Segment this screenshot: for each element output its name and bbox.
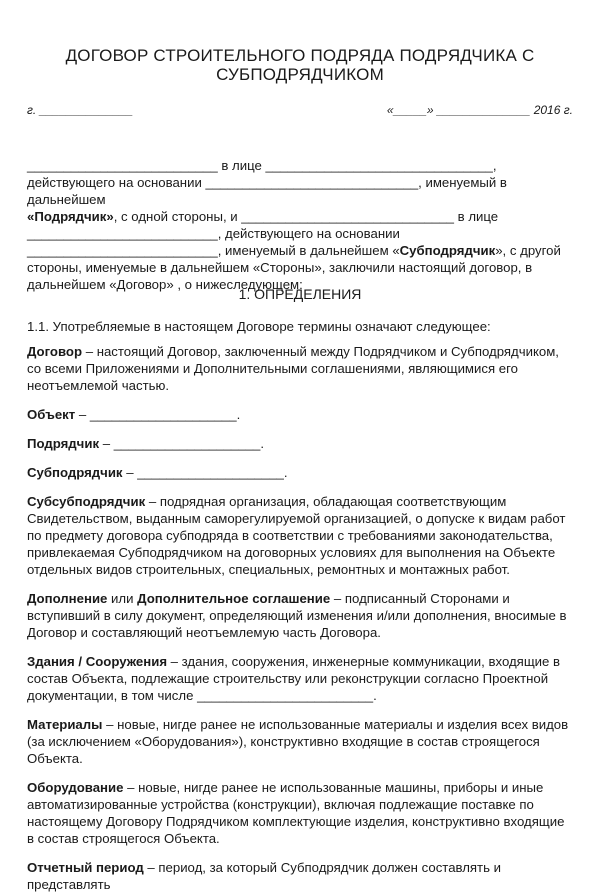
definition-term: Субсубподрядчик bbox=[27, 494, 146, 509]
city-field: г. ______________ bbox=[27, 103, 134, 117]
definition-text: – подрядная организация, обладающая соответствующим Свидетельством, выданным саморегулируемой организацией, о допуске к видам работ по предмету договора субподряда в соответствии с требованиями законодательства, привлекаемая Субподрядчиком на договорных условиях для выполнения на Объекте отдельных видов строительных, специальных, ремонтных и монтажных работ. bbox=[27, 494, 566, 577]
definition-term: Дополнение bbox=[27, 591, 108, 606]
definition-term: Отчетный период bbox=[27, 860, 144, 875]
definition-item bbox=[27, 464, 573, 481]
preamble bbox=[27, 157, 573, 293]
definition-item bbox=[27, 435, 573, 452]
definition-term: Материалы bbox=[27, 717, 103, 732]
party-subcontractor: Субподрядчик bbox=[399, 243, 496, 258]
definition-text: – ____________________. bbox=[122, 465, 288, 480]
definition-item bbox=[27, 859, 573, 893]
definition-item: Дополнение или Дополнительное соглашение – подписанный Сторонами и вступивший в силу документ, определяющий изменения и/или дополнения, вносимые в Договор и составляющий неотъемлемую часть Договора. bbox=[27, 591, 567, 640]
preamble-line: действующего на основании _____________________________, именуемый в дальнейшем bbox=[27, 175, 507, 207]
definition-text: – ____________________. bbox=[99, 436, 265, 451]
definition-term: Объект bbox=[27, 407, 76, 422]
definition-term: Оборудование bbox=[27, 780, 124, 795]
clause-intro: 1.1. Употребляемые в настоящем Договоре термины означают следующее: bbox=[27, 319, 491, 334]
preamble-line: __________________________, действующего на основании bbox=[27, 226, 400, 241]
date-field: «_____» ______________ 2016 г. bbox=[386, 103, 573, 117]
definition-text: – ____________________. bbox=[75, 407, 241, 422]
definition-term: Субподрядчик bbox=[27, 465, 123, 480]
preamble-line: __________________________, именуемый в дальнейшем «Субподрядчик», с другой bbox=[27, 243, 561, 258]
definition-term: Подрядчик bbox=[27, 436, 100, 451]
definition-item bbox=[27, 343, 573, 394]
preamble-line: дальнейшем «Договор» , о нижеследующем: bbox=[27, 277, 303, 292]
preamble-line: «Подрядчик», с одной стороны, и _____________________________ в лице bbox=[27, 209, 499, 224]
definition-text: – новые, нигде ранее не использованные материалы и изделия всех видов (за исключением «Оборудования»), конструктивно входящие в состав строящегося Объекта. bbox=[27, 717, 569, 766]
preamble-line: __________________________ в лице _______________________________, bbox=[27, 158, 497, 173]
definition-item bbox=[27, 493, 573, 578]
definition-item bbox=[27, 716, 573, 767]
party-contractor: «Подрядчик» bbox=[27, 209, 114, 224]
definition-item bbox=[27, 653, 573, 704]
definition-text: – здания, сооружения, инженерные коммуникации, входящие в состав Объекта, подлежащие строительству или реконструкции согласно Проектной документации, в том числе ________________________. bbox=[27, 654, 561, 703]
definitions-body bbox=[27, 318, 573, 893]
definition-item bbox=[27, 406, 573, 423]
definition-text: – настоящий Договор, заключенный между Подрядчиком и Субподрядчиком, со всеми Приложениями и Дополнительными соглашениями, являющимися его неотъемлемой частью. bbox=[27, 344, 559, 393]
definition-item bbox=[27, 779, 573, 847]
definition-text: – период, за который Субподрядчик должен составлять и представлять bbox=[27, 860, 502, 892]
definition-text: – новые, нигде ранее не использованные машины, приборы и иные автоматизированные устройства (конструкции), включая подлежащие поставке по настоящему Договору Подрядчиком комплектующие изделия, конструктивно входящие в состав строящегося Объекта. bbox=[27, 780, 565, 846]
definition-term: Здания / Сооружения bbox=[27, 654, 168, 669]
definition-text: – подписанный Сторонами и вступивший в силу документ, определяющий изменения и/или дополнения, вносимые в Договор и составляющий неотъемлемую часть Договора. bbox=[27, 591, 567, 640]
document-title: ДОГОВОР СТРОИТЕЛЬНОГО ПОДРЯДА ПОДРЯДЧИКА С СУБПОДРЯДЧИКОМ bbox=[65, 46, 535, 84]
preamble-line: стороны, именуемые в дальнейшем «Стороны», заключили настоящий договор, в bbox=[27, 260, 533, 275]
definition-term: Дополнительное соглашение bbox=[137, 591, 331, 606]
section-heading: 1. ОПРЕДЕЛЕНИЯ bbox=[238, 286, 362, 302]
definition-term: Договор bbox=[27, 344, 83, 359]
